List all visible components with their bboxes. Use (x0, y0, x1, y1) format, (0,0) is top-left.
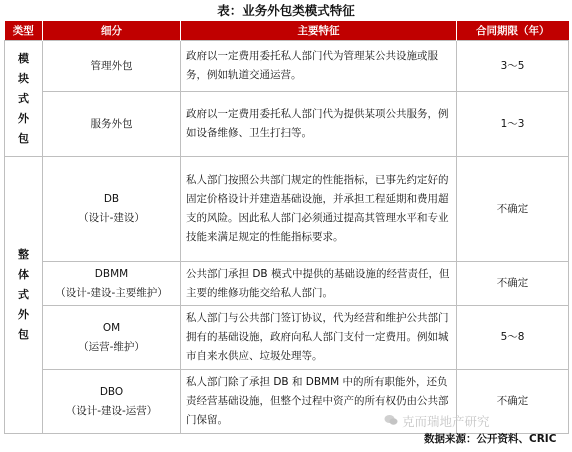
subcategory-desc: （设计-建设-主要维护） (55, 286, 168, 299)
feature-cell: 政府以一定费用委托私人部门代为管理某公共设施或服务，例如轨道交通运营。 (181, 41, 457, 92)
wechat-icon (384, 414, 398, 426)
subcategory-cell (43, 370, 181, 434)
type-char: 模 (18, 51, 29, 65)
subcategory-cell (43, 157, 181, 262)
type-char: 式 (18, 91, 29, 105)
header-row (5, 21, 569, 41)
type-char: 外 (18, 308, 29, 321)
header-subcategory: 细分 (43, 21, 181, 41)
feature-cell: 政府以一定费用委托私人部门代为提供某项公共服务，例如设备维修、卫生打扫等。 (181, 92, 457, 157)
table-row (5, 306, 569, 370)
table-row (5, 41, 569, 92)
header-main-features: 主要特征 (181, 21, 457, 41)
type-char: 块 (18, 71, 29, 85)
table-title: 表：业务外包类模式特征 (217, 3, 355, 18)
subcategory-cell (43, 92, 181, 157)
period-cell: 5～8 (457, 306, 569, 370)
subcategory-name: 服务外包 (90, 117, 133, 130)
period-cell: 不确定 (457, 157, 569, 262)
subcategory-name: DBMM (94, 267, 129, 280)
subcategory-cell (43, 306, 181, 370)
data-source: 数据来源：公开资料、CRIC (424, 433, 557, 445)
table-row (5, 157, 569, 262)
header-contract-period: 合同期限（年） (457, 21, 569, 41)
feature-cell: 私人部门按照公共部门规定的性能指标，已事先约定好的固定价格设计并建造基础设施，并承担工程延期和费用超支的风险。因此私人部门必须通过提高其管理水平和专业技能来满足规定的性能指标要求。 (181, 157, 457, 262)
subcategory-desc: （运营-维护） (78, 340, 145, 353)
period-cell: 1～3 (457, 92, 569, 157)
type-char: 包 (18, 131, 29, 145)
feature-cell: 私人部门与公共部门签订协议，代为经营和维护公共部门拥有的基础设施，政府向私人部门支付一定费用。例如城市自来水供应、垃圾处理等。 (181, 306, 457, 370)
watermark-text: 克而瑞地产研究 (402, 414, 490, 429)
type-char: 整 (18, 248, 29, 261)
type-char: 体 (18, 268, 29, 281)
type-char: 式 (18, 288, 29, 301)
subcategory-cell (43, 262, 181, 306)
period-cell: 不确定 (457, 370, 569, 434)
subcategory-name: DBO (99, 385, 124, 398)
type-char: 包 (18, 328, 29, 341)
business-outsourcing-table (4, 21, 569, 434)
table-row (5, 92, 569, 157)
header-type: 类型 (5, 21, 43, 41)
feature-cell: 公共部门承担 DB 模式中提供的基础设施的经营责任，但主要的维修功能交给私人部门。 (181, 262, 457, 306)
type-cell-integrated (5, 157, 43, 434)
period-cell: 不确定 (457, 262, 569, 306)
subcategory-name: OM (102, 321, 121, 334)
subcategory-desc: （设计-建设-运营） (65, 404, 158, 417)
subcategory-name: DB (103, 193, 120, 205)
table-row (5, 262, 569, 306)
period-cell: 3～5 (457, 41, 569, 92)
subcategory-desc: （设计-建设） (78, 212, 145, 224)
subcategory-cell (43, 41, 181, 92)
type-cell-modular (5, 41, 43, 157)
type-char: 外 (18, 111, 29, 125)
feature-cell: 私人部门除了承担 DB 和 DBMM 中的所有职能外，还负责经营基础设施，但整个过程中资产的所有权仍由公共部门保留。 (181, 370, 457, 434)
subcategory-name: 管理外包 (90, 59, 133, 72)
